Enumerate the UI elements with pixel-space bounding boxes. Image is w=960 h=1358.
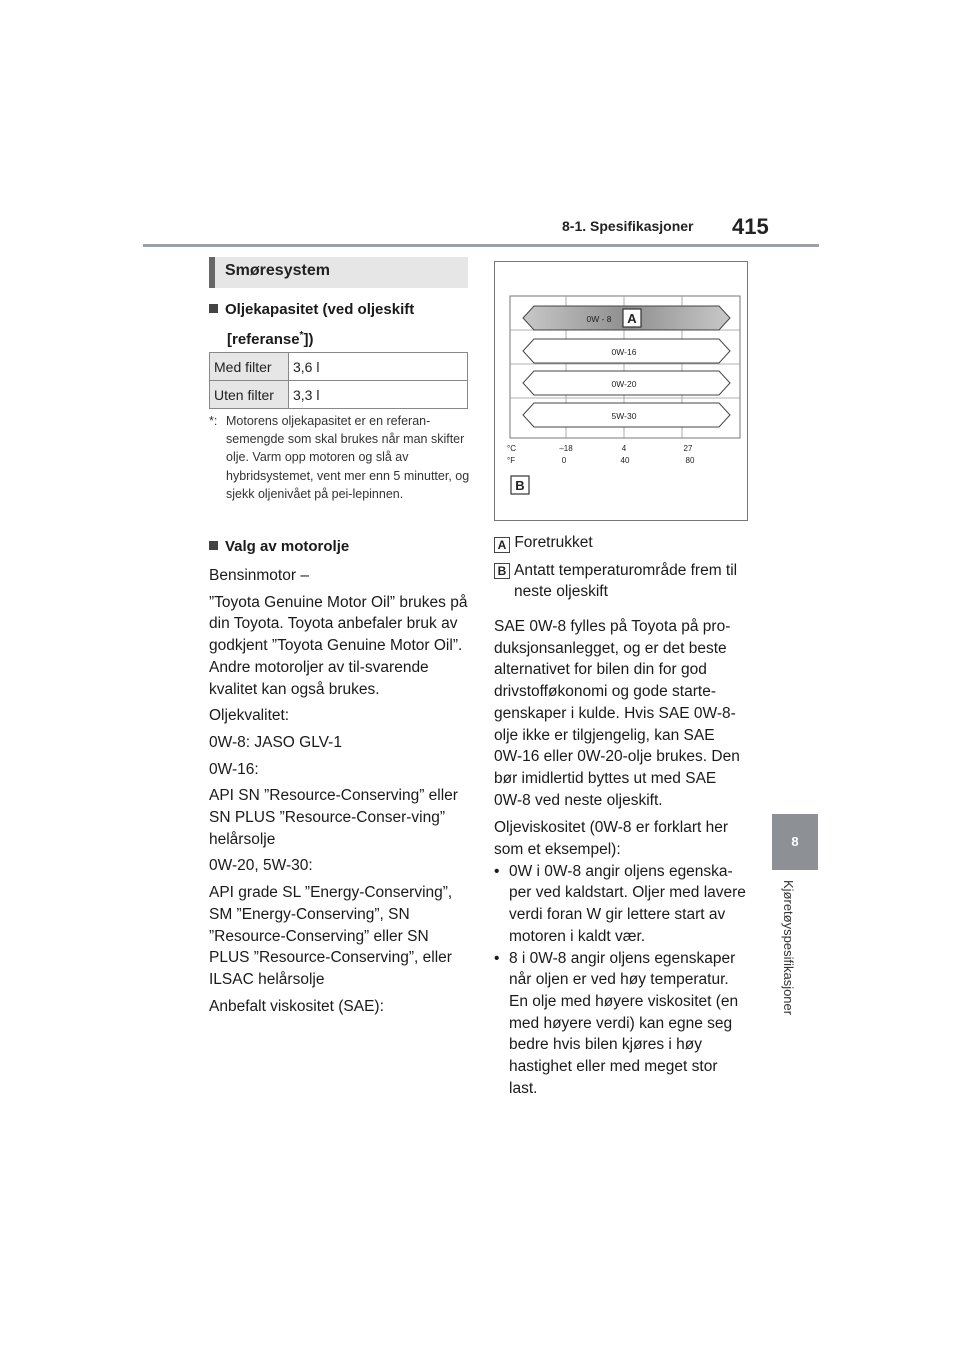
viscosity-chart	[494, 261, 748, 521]
legend-a-text: Foretrukket	[514, 534, 593, 551]
viscosity-chart-svg	[495, 262, 749, 522]
bar-label-0w8: 0W - 8	[586, 314, 612, 324]
bullet-dot: •	[494, 949, 500, 967]
footnote	[209, 412, 471, 503]
table-cell-value: 3,3 l	[289, 381, 468, 409]
table-row	[210, 381, 468, 409]
section-heading	[209, 257, 468, 288]
paragraph: Bensinmotor –	[209, 567, 309, 584]
paragraph: Anbefalt viskositet (SAE):	[209, 997, 384, 1015]
section-heading-text: Smøresystem	[225, 262, 330, 279]
marker-b: B	[515, 478, 525, 493]
paragraph: API grade SL ”Energy-Conserving”, SM ”Energy-Conserving”, SN ”Resource-Conserving” eller SN PLUS ”Resource-Conserving”, eller ILSAC helårsolje	[209, 884, 453, 988]
legend	[494, 532, 754, 603]
oil-capacity-heading: Oljekapasitet (ved oljeskift [referanse*])	[209, 297, 471, 353]
table-row	[210, 353, 468, 381]
footnote-marker: *:	[209, 414, 218, 428]
celsius-tick: 27	[683, 444, 693, 453]
axis-fahrenheit-label: °F	[507, 456, 516, 465]
table-cell-label: Med filter	[210, 353, 289, 381]
fahrenheit-tick: 0	[561, 456, 567, 465]
bar-label-0w16: 0W-16	[611, 347, 637, 357]
table-cell-value: 3,6 l	[289, 353, 468, 381]
oil-choice-body	[209, 565, 471, 1017]
paragraph: API SN ”Resource-Conserving” eller SN PLUS ”Resource-Conser-ving” helårsolje	[209, 787, 458, 848]
marker-a: A	[627, 311, 637, 326]
paragraph: 0W-20, 5W-30:	[209, 857, 313, 875]
viscosity-bullets	[494, 861, 746, 1100]
chapter-title: Kjøretøyspesifikasjoner	[781, 880, 796, 1016]
page-number: 415	[732, 214, 769, 239]
paragraph: 0W-16:	[209, 760, 259, 778]
fahrenheit-tick: 80	[685, 456, 695, 465]
axis-celsius-label: °C	[507, 444, 516, 453]
celsius-tick: 4	[621, 444, 627, 453]
celsius-tick: –18	[559, 444, 573, 453]
legend-item-b	[494, 560, 754, 603]
oil-choice-heading: Valg av motorolje	[209, 538, 471, 555]
right-column-text	[494, 616, 746, 1099]
square-bullet-icon	[209, 304, 218, 313]
legend-b-label: B	[494, 563, 510, 579]
square-bullet-icon	[209, 541, 218, 550]
header-divider	[143, 244, 819, 247]
legend-b-text: Antatt temperaturområde frem til neste oljeskift	[514, 561, 738, 601]
paragraph: Oljeviskositet (0W-8 er forklart her som et eksempel):	[494, 819, 728, 859]
paragraph: SAE 0W-8 fylles på Toyota på pro-duksjonsanlegget, og er det beste alternativet for bilen din for god drivstofføkonomi og gode starte-genskaper i kulde. Hvis SAE 0W-8-olje ikke er tilgjengelig, kan SAE 0W-16 eller 0W-20-olje brukes. Den bør imidlertid byttes ut med SAE 0W-8 ved neste oljeskift.	[494, 618, 740, 809]
list-item: • 8 i 0W-8 angir oljens egenskaper når oljen er ved høy temperatur. En olje med høyere viskositet (en med høyere verdi) kan egne seg bedre hvis bilen kjøres i høy hastighet eller med meget stor last.	[494, 949, 739, 1097]
list-item: • 0W i 0W-8 angir oljens egenska-per ved kaldstart. Oljer med lavere verdi foran W gir lettere start av motoren i kaldt vær.	[494, 862, 746, 945]
paragraph: Oljekvalitet:	[209, 707, 290, 725]
fahrenheit-tick: 40	[620, 456, 630, 465]
bullet-dot: •	[494, 862, 500, 880]
section-header: 8-1. Spesifikasjoner	[562, 218, 694, 234]
bar-label-5w30: 5W-30	[611, 411, 637, 421]
footnote-text: Motorens oljekapasitet er en referan-semengde som skal brukes når man skifter olje. Varm opp motoren og slå av hybridsystemet, vent mer enn 5 minutter, og sjekk oljenivået på pei-lepinnen.	[226, 414, 470, 501]
paragraph: ”Toyota Genuine Motor Oil” brukes på din Toyota. Toyota anbefaler bruk av godkjent ”Toyota Genuine Motor Oil”. Andre motoroljer av til-svarende kvalitet kan også brukes.	[209, 593, 468, 698]
legend-a-label: A	[494, 537, 510, 553]
bar-label-0w20: 0W-20	[611, 379, 637, 389]
chapter-tab[interactable]: 8	[772, 814, 818, 870]
legend-item-a	[494, 532, 754, 554]
table-cell-label: Uten filter	[210, 381, 289, 409]
paragraph: 0W-8: JASO GLV-1	[209, 733, 342, 751]
oil-capacity-table	[209, 352, 468, 409]
